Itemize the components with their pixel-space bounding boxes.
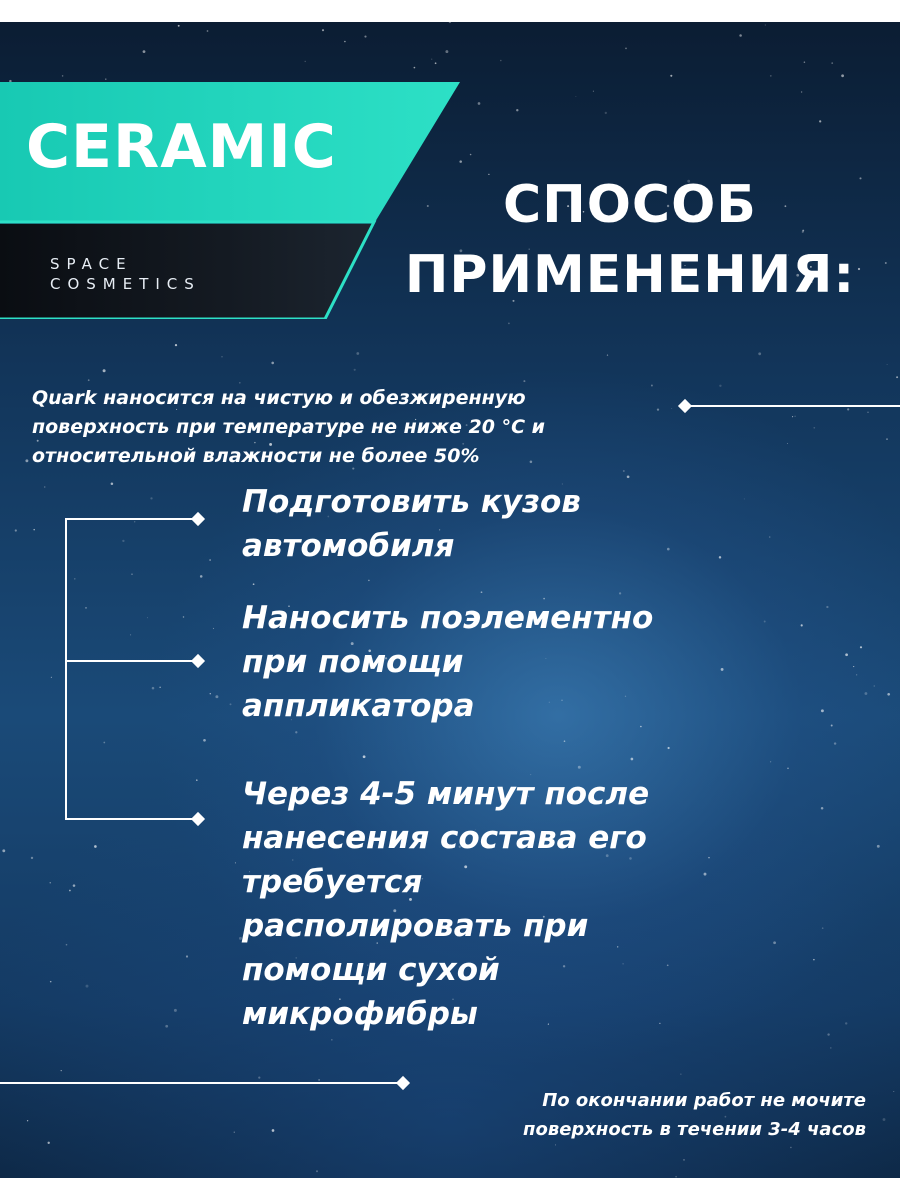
intro-connector-diamond <box>678 399 692 413</box>
step-2 <box>242 596 862 728</box>
poster-background <box>0 22 900 1178</box>
footer-connector-diamond <box>396 1076 410 1090</box>
intro-line: относительной влажности не более 50% <box>32 445 480 467</box>
step1-diamond <box>191 512 205 526</box>
brand-subtitle-line2: COSMETICS <box>50 275 201 293</box>
step-line: при помощи <box>242 644 464 680</box>
step-line: микрофибры <box>242 996 478 1032</box>
steps-bracket <box>66 519 198 819</box>
intro-line: Quark наносится на чистую и обезжиренную <box>32 387 526 409</box>
step-line: Подготовить кузов <box>242 484 581 520</box>
step3-diamond <box>191 812 205 826</box>
step-line: требуется <box>242 864 423 900</box>
step-line: помощи сухой <box>242 952 500 988</box>
step-line: автомобиля <box>242 528 455 564</box>
brand-name: CERAMIC <box>26 112 337 182</box>
step-line: аппликатора <box>242 688 475 724</box>
footer-line: По окончании работ не мочите <box>542 1090 866 1111</box>
step2-diamond <box>191 654 205 668</box>
step-line: Через 4-5 минут после <box>242 776 650 812</box>
step-line: нанесения состава его <box>242 820 647 856</box>
step-line: располировать при <box>242 908 589 944</box>
footer-line: поверхность в течении 3-4 часов <box>523 1119 866 1140</box>
page-title-line2: ПРИМЕНЕНИЯ: <box>404 245 856 305</box>
intro-line: поверхность при температуре не ниже 20 °C и <box>32 416 545 438</box>
footer-note <box>410 1086 866 1144</box>
page-title-line1: СПОСОБ <box>503 175 757 235</box>
brand-subtitle-line1: SPACE <box>50 255 133 273</box>
step-3 <box>242 772 862 1036</box>
step-1 <box>242 480 862 568</box>
step-line: Наносить поэлементно <box>242 600 654 636</box>
